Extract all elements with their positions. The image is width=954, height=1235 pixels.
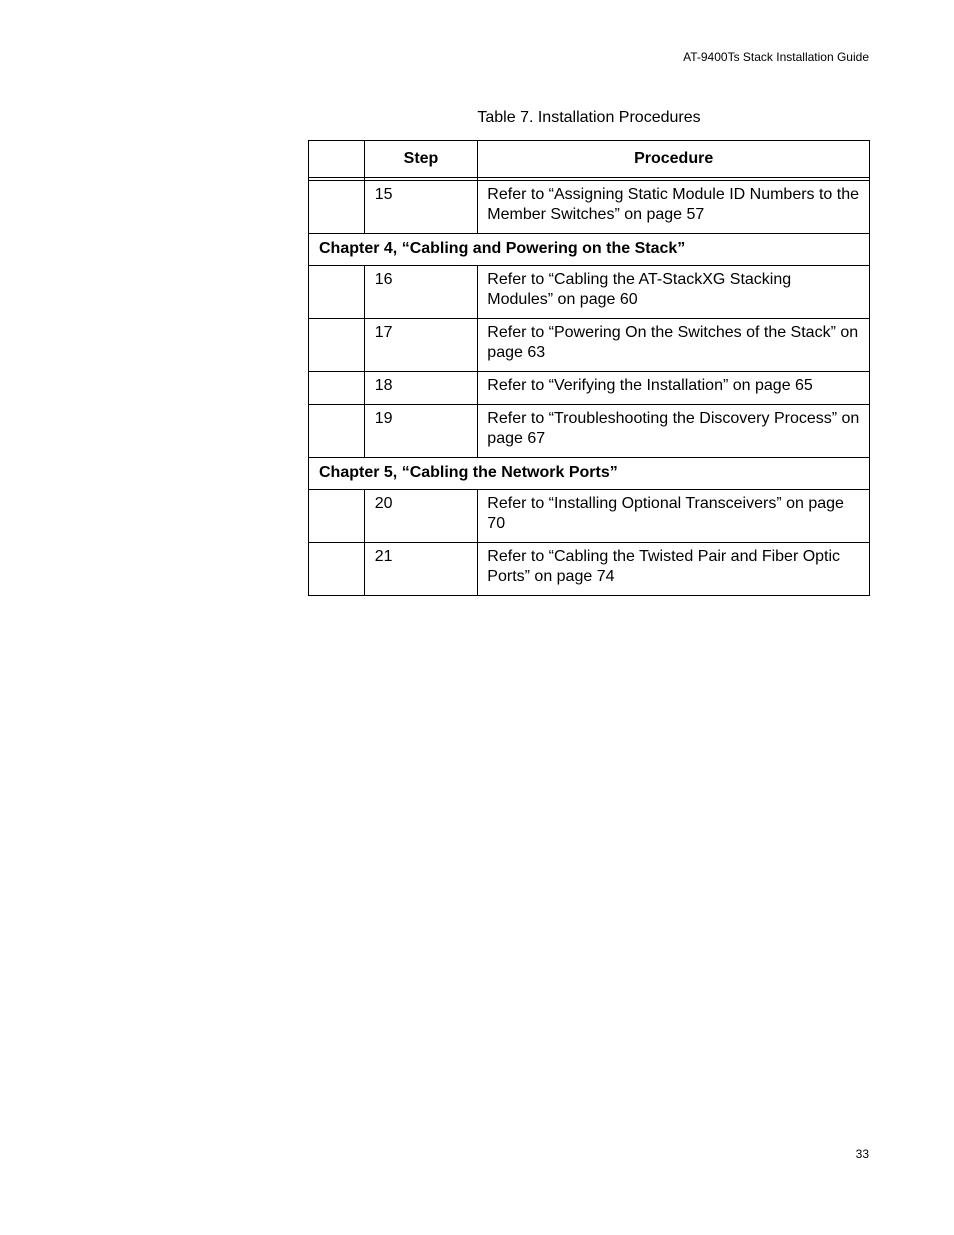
table-caption: Table 7. Installation Procedures xyxy=(477,109,701,126)
procedure-text: Refer to “Troubleshooting the Discovery Process” on page 67 xyxy=(478,405,870,458)
step-number: 16 xyxy=(364,266,478,319)
blank-cell xyxy=(309,181,365,234)
table-row xyxy=(309,266,870,319)
blank-cell xyxy=(309,319,365,372)
chapter-row xyxy=(309,458,870,490)
page-number: 33 xyxy=(855,1147,869,1161)
blank-cell xyxy=(309,266,365,319)
table-row xyxy=(309,490,870,543)
table-row xyxy=(309,543,870,596)
blank-cell xyxy=(309,490,365,543)
step-number: 17 xyxy=(364,319,478,372)
step-number: 15 xyxy=(364,181,478,234)
step-number: 21 xyxy=(364,543,478,596)
procedure-text: Refer to “Powering On the Switches of the Stack” on page 63 xyxy=(478,319,870,372)
step-number: 20 xyxy=(364,490,478,543)
procedure-text: Refer to “Cabling the Twisted Pair and Fiber Optic Ports” on page 74 xyxy=(478,543,870,596)
blank-cell xyxy=(309,405,365,458)
blank-cell xyxy=(309,543,365,596)
table-row xyxy=(309,181,870,234)
column-header-procedure: Procedure xyxy=(478,141,870,178)
column-header-blank xyxy=(309,141,365,178)
procedure-text: Refer to “Verifying the Installation” on page 65 xyxy=(478,372,870,405)
chapter-heading: Chapter 5, “Cabling the Network Ports” xyxy=(309,458,870,490)
procedure-text: Refer to “Assigning Static Module ID Numbers to the Member Switches” on page 57 xyxy=(478,181,870,234)
step-number: 18 xyxy=(364,372,478,405)
table-row xyxy=(309,405,870,458)
column-header-step: Step xyxy=(364,141,478,178)
running-header: AT-9400Ts Stack Installation Guide xyxy=(683,50,869,64)
table-header-row xyxy=(309,141,870,178)
table-row xyxy=(309,372,870,405)
procedure-text: Refer to “Cabling the AT-StackXG Stacking Modules” on page 60 xyxy=(478,266,870,319)
table-row xyxy=(309,319,870,372)
step-number: 19 xyxy=(364,405,478,458)
chapter-row xyxy=(309,234,870,266)
chapter-heading: Chapter 4, “Cabling and Powering on the Stack” xyxy=(309,234,870,266)
blank-cell xyxy=(309,372,365,405)
procedure-text: Refer to “Installing Optional Transceivers” on page 70 xyxy=(478,490,870,543)
installation-procedures-table xyxy=(308,140,870,596)
